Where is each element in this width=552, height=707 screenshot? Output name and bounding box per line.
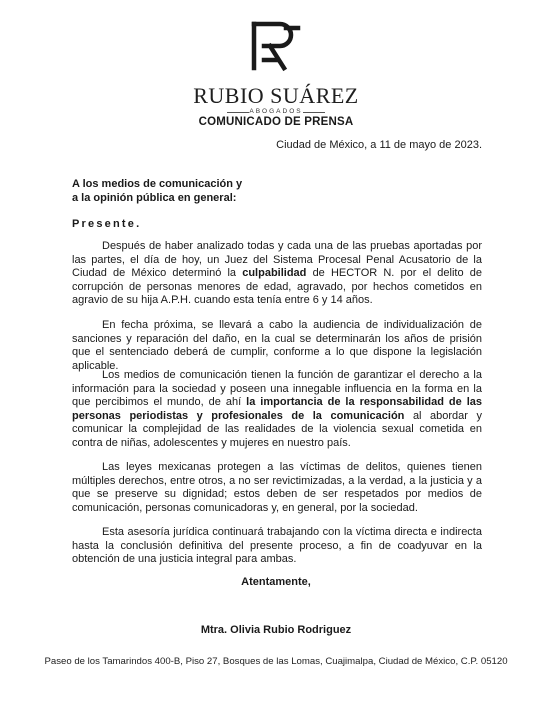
closing-salutation: Atentamente, bbox=[241, 576, 311, 588]
paragraph-verdict-emphasis: culpabilidad bbox=[242, 267, 307, 279]
rs-monogram-logo-icon bbox=[250, 20, 302, 72]
addressee-line-1: A los medios de comunicación y bbox=[72, 178, 243, 190]
date-line: Ciudad de México, a 11 de mayo de 2023. bbox=[276, 139, 482, 151]
greeting: Presente. bbox=[72, 218, 142, 230]
paragraph-sentencing-hearing: En fecha próxima, se llevará a cabo la audiencia de individualización de sanciones y reparación del daño, en la cual se determinarán los años de prisión que el sentenciado deberá de cumplir, conforme a lo que dispone la legislación aplicable. bbox=[72, 319, 482, 372]
addressee-block bbox=[72, 178, 492, 205]
brand-name: RUBIO SUÁREZ bbox=[193, 83, 359, 108]
paragraph-verdict-text-end: de HECTOR N. por el delito de corrupción de personas menores de edad, agravado, por hechos cometidos en agravio de su hija A.P.H. cuando esta tenía entre 6 y 14 años. bbox=[72, 267, 482, 306]
paragraph-media-emphasis: la importancia de la responsabilidad de las personas periodistas y profesionales de la comunicación bbox=[72, 396, 482, 422]
paragraph-verdict-text: Después de haber analizado todas y cada una de las pruebas aportadas por las partes, el día de hoy, un Juez del Sistema Procesal Penal Acusatorio de la Ciudad de México determinó la bbox=[72, 240, 482, 279]
document-type-title: COMUNICADO DE PRENSA bbox=[198, 116, 354, 128]
paragraph-legal-counsel: Esta asesoría jurídica continuará trabajando con la víctima directa e indirecta hasta la conclusión definitiva del presente proceso, a fin de coadyuvar en la obtención de una justicia integral para ambas. bbox=[72, 526, 482, 565]
footer-address: Paseo de los Tamarindos 400-B, Piso 27, Bosques de las Lomas, Cuajimalpa, Ciudad de México, C.P. 05120 bbox=[44, 656, 508, 667]
brand-rule-right bbox=[303, 112, 325, 113]
paragraph-victim-rights: Las leyes mexicanas protegen a las víctimas de delitos, quienes tienen múltiples derechos, entre otros, a no ser revictimizadas, a la verdad, a la justicia y a que se preserve su dignidad; estos deben de ser respetados por medios de comunicación, personas comunicadoras y, en general, por la sociedad. bbox=[72, 461, 482, 514]
paragraph-verdict bbox=[72, 240, 482, 308]
brand-subtitle: ABOGADOS bbox=[249, 108, 303, 115]
paragraph-media-responsibility bbox=[72, 369, 482, 450]
signer-name: Mtra. Olivia Rubio Rodriguez bbox=[200, 624, 352, 636]
addressee-line-2: a la opinión pública en general: bbox=[72, 191, 237, 204]
paragraph-media-text: Los medios de comunicación tienen la función de garantizar el derecho a la información para la sociedad y poseen una innegable influencia en la forma en la que percibimos el mundo, de ahí bbox=[72, 369, 482, 408]
paragraph-media-text-end: al abordar y comunicar la complejidad de las realidades de la violencia sexual cometida en contra de niñas, adolescentes y mujeres en nuestro país. bbox=[72, 409, 482, 449]
